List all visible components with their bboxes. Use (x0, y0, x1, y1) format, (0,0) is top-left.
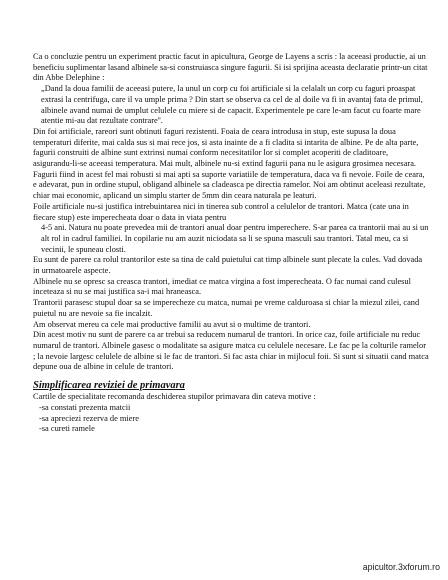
list-item: -sa constati prezenta matcii (39, 402, 131, 412)
paragraph-drone-rearing: Albinele nu se opresc sa creasca trantori, imediat ce matca virgina a fost imperecheata. O fac numai cand culesul inceteaza si nu se mai justifica sa-i mai hraneasca. (33, 276, 411, 297)
paragraph-artificial-foundation: Din foi artificiale, rareori sunt obtinuti faguri rezistenti. Foaia de ceara introdusa in stup, este supusa la doua temperaturi diferite, mai calda sus si mai rece jos, si asta inainte de a fi cladita si intarita de albine. Pe de alta parte, fagurii construiti de albine sunt extrinsi numai conform necesitatilor lor si complet acoperiti de claditoare, asigurandu-li-se aceeasi temperatura. Mai mult, albinele nu-si extind fagurii pana nu le asigura grosimea necesara. Fagurii fiind in acest fel mai robusti si mai apti sa suporte variatiile de temperatura, daca va fi nevoie. Foile de ceara, e adevarat, pun in ordine stupul, obligand albinele sa cladeasca pe directia ramelor. Noi am obtinut aceleasi rezultate, chiar mai economic, aplicand un simplu starter de 5mm din ceara naturala pe leaturi. (33, 126, 426, 201)
document-body (33, 52, 429, 435)
paragraph-spring-inspection: Cartile de specialitate recomanda deschiderea stupilor primavara din cateva motive : (33, 392, 316, 402)
list-item: -sa apreciezi rezerva de miere (39, 413, 139, 423)
paragraph-drone-cells: Foile artificiale nu-si justifica intrebuintarea nici in tinerea sub control a celulelor de trantori. Matca (cate una in fiecare stup) este imperecheata doar o data in viata pentru (33, 201, 409, 222)
paragraph-drones-leave: Trantorii parasesc stupul doar sa se imperecheze cu matca, numai pe vreme calduroasa si chiar la miezul zilei, cand puietul nu are nevoie sa fie incalzit. (33, 298, 420, 318)
paragraph-opinion: Eu sunt de parere ca rolul trantorilor este sa tina de cald puietului cat timp albinele sunt plecate la cules. Vad dovada in urmatoarele aspecte. (33, 255, 423, 276)
section-heading: Simplificarea reviziei de primavara (33, 380, 185, 392)
paragraph-conclusion: Din acest motiv nu sunt de parere ca ar trebui sa reducem numarul de trantori. In orice caz, foile artificiale nu reduc numarul de trantori. Albinele gasesc o modalitate sa asigure matca cu celulele necesare. Le fac pe la colturile ramelor ; la nevoie largesc celulele de albine si le fac de trantori. Si fac asta chiar in mijlocul foii. Si sunt si situatii cand matca depune oua de albine in celule de trantori. (33, 330, 429, 372)
quote-delephine: „Dand la doua familii de aceeasi putere, la unul un corp cu foi artificiale si la celalalt un corp cu faguri proaspat extrasi la centrifuga, care il va umple prima ? Din start se observa ca cel de al doile va fi in avantaj fata de primul, albinele avand numai de umplut celulele cu miere si de capacit. Experimentele pe care le-am facut cu foarte mare atentie mi-au dat rezultate contrare''. (41, 84, 423, 126)
paragraph-drones-role: 4-5 ani. Natura nu poate prevedea mii de trantori anual doar pentru imperechere. S-ar parea ca trantorii mai au si un alt rol in cadrul familiei. In copilarie nu am auzit niciodata sa li se spuna masculi sau trantori. Tatal meu, ca si vecinii, le spuneau closti. (41, 223, 429, 254)
list-item: -sa cureti ramele (39, 424, 95, 434)
paragraph-productive-colonies: Am observat mereu ca cele mai productive familii au avut si o multime de trantori. (33, 319, 311, 329)
paragraph-intro: Ca o concluzie pentru un experiment practic facut in apicultura, George de Layens a scris : la aceeasi productie, ai un beneficiu suplimentar lasand albinele sa-si construiasca singure fagurii. Si isi sprijina aceasta declaratie printr-un citat din Abbe Delephine : (33, 52, 428, 83)
site-watermark: apicultor.3xforum.ro (362, 562, 440, 572)
